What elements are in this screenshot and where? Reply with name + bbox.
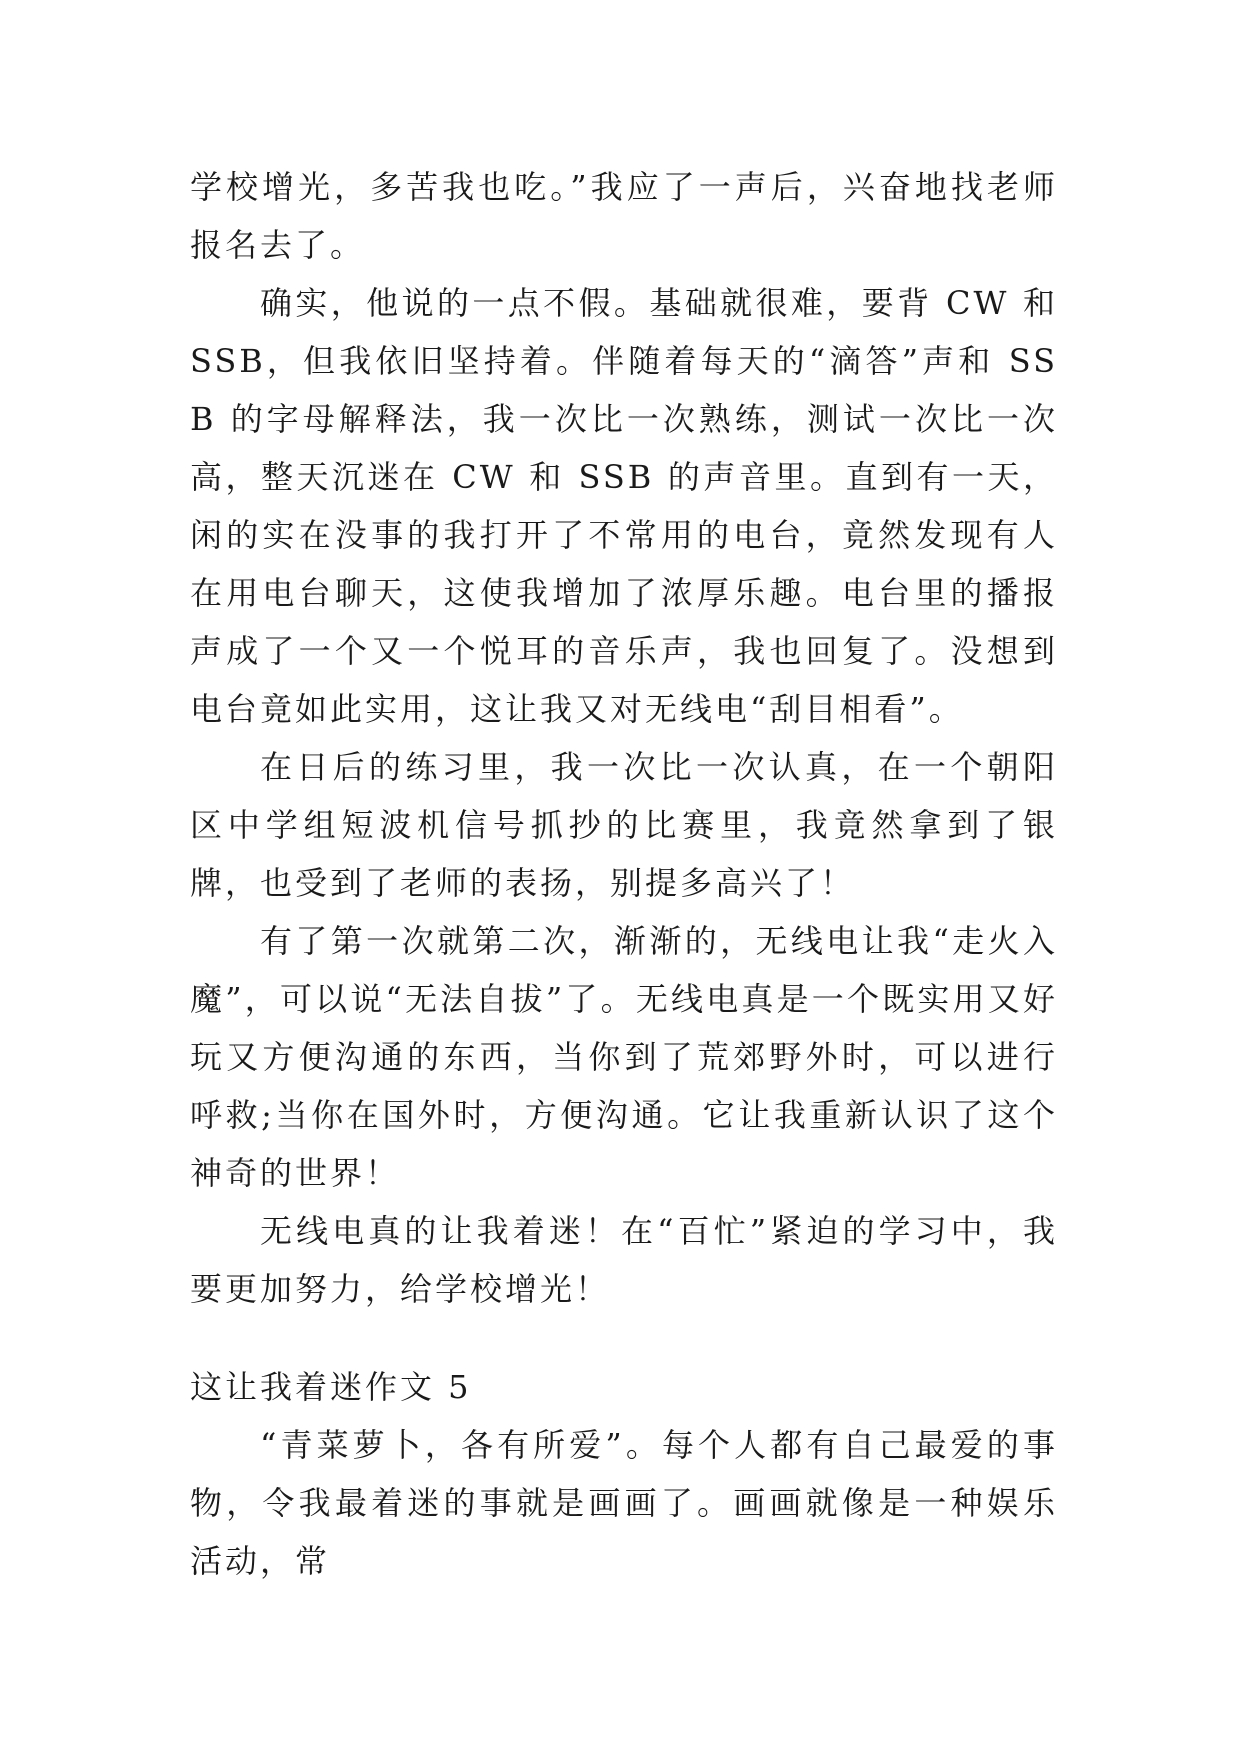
paragraph: 确实，他说的一点不假。基础就很难，要背 CW 和 SSB，但我依旧坚持着。伴随着每天的“滴答”声和 SSB 的字母解释法，我一次比一次熟练，测试一次比一次高，整天沉迷在 CW 和 SSB 的声音里。直到有一天，闲的实在没事的我打开了不常用的电台，竟然发现有人在用电台聊天，这使我增加了浓厚乐趣。电台里的播报声成了一个又一个悦耳的音乐声，我也回复了。没想到电台竟如此实用，这让我又对无线电“刮目相看”。 — [190, 284, 1058, 728]
paragraph: 在日后的练习里，我一次比一次认真，在一个朝阳区中学组短波机信号抓抄的比赛里，我竟然拿到了银牌，也受到了老师的表扬，别提多高兴了！ — [190, 748, 1058, 902]
paragraph-continuation: 学校增光，多苦我也吃。”我应了一声后，兴奋地找老师报名去了。 — [190, 168, 1058, 264]
paragraph: 无线电真的让我着迷！在“百忙”紧迫的学习中，我要更加努力，给学校增光！ — [190, 1212, 1058, 1308]
paragraph: 有了第一次就第二次，渐渐的，无线电让我“走火入魔”，可以说“无法自拔”了。无线电真是一个既实用又好玩又方便沟通的东西，当你到了荒郊野外时，可以进行呼救;当你在国外时，方便沟通。它让我重新认识了这个神奇的世界！ — [190, 922, 1058, 1192]
document-body — [190, 158, 1058, 1590]
paragraph: “青菜萝卜，各有所爱”。每个人都有自己最爱的事物，令我最着迷的事就是画画了。画画就像是一种娱乐活动，常 — [190, 1426, 1058, 1580]
section-title: 这让我着迷作文 5 — [190, 1368, 472, 1406]
